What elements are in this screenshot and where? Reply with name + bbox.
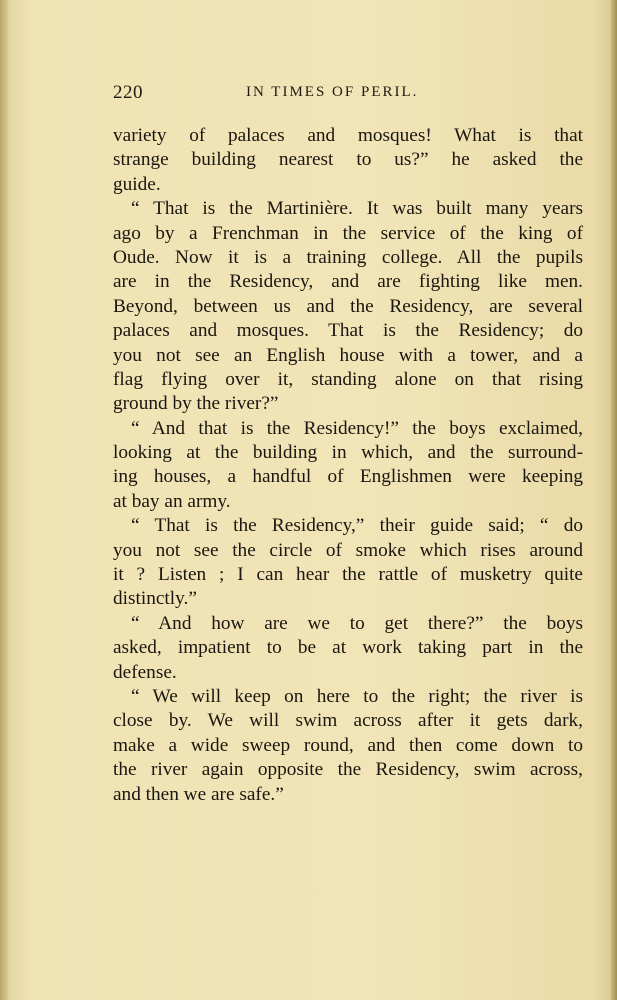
text-line: palaces and mosques. That is the Residency; do	[113, 320, 583, 342]
text-line: “ That is the Residency,” their guide said; “ do	[131, 515, 583, 537]
text-line: you not see the circle of smoke which rises around	[113, 539, 583, 561]
body-text	[113, 124, 583, 807]
text-line: Oude. Now it is a training college. All the pupils	[113, 246, 583, 268]
text-line: close by. We will swim across after it gets dark,	[113, 710, 583, 732]
text-line: the river again opposite the Residency, swim across,	[113, 759, 583, 781]
text-line: ground by the river?”	[113, 393, 279, 415]
text-line: variety of palaces and mosques! What is that	[113, 125, 583, 146]
text-line: you not see an English house with a tower, and a	[113, 344, 583, 366]
text-line: asked, impatient to be at work taking part in the	[113, 637, 583, 659]
text-line: “ We will keep on here to the right; the river is	[131, 685, 583, 707]
page-right-edge	[611, 0, 617, 1000]
text-line: strange building nearest to us?” he asked the	[113, 149, 583, 171]
text-line: at bay an army.	[113, 490, 231, 512]
page-left-edge	[0, 0, 8, 1000]
page-number: 220	[113, 82, 143, 103]
text-line: guide.	[113, 173, 161, 195]
text-line: Beyond, between us and the Residency, are several	[113, 295, 583, 317]
page-header	[113, 82, 583, 108]
text-line: “ And that is the Residency!” the boys exclaimed,	[131, 417, 583, 439]
text-line: defense.	[113, 661, 177, 683]
text-line: are in the Residency, and are fighting like men.	[113, 271, 583, 293]
text-line: make a wide sweep round, and then come down to	[113, 734, 583, 756]
running-title: IN TIMES OF PERIL.	[246, 84, 419, 100]
text-line: “ That is the Martinière. It was built many years	[131, 198, 583, 220]
text-line: ago by a Frenchman in the service of the king of	[113, 222, 583, 244]
text-line: “ And how are we to get there?” the boys	[131, 612, 583, 634]
text-line: ing houses, a handful of Englishmen were keeping	[113, 466, 583, 488]
text-line: looking at the building in which, and the surround-	[113, 442, 583, 464]
text-line: it ? Listen ; I can hear the rattle of musketry quite	[113, 564, 583, 586]
text-line: distinctly.”	[113, 588, 197, 610]
text-line: and then we are safe.”	[113, 783, 284, 805]
text-line: flag flying over it, standing alone on that rising	[113, 368, 583, 390]
